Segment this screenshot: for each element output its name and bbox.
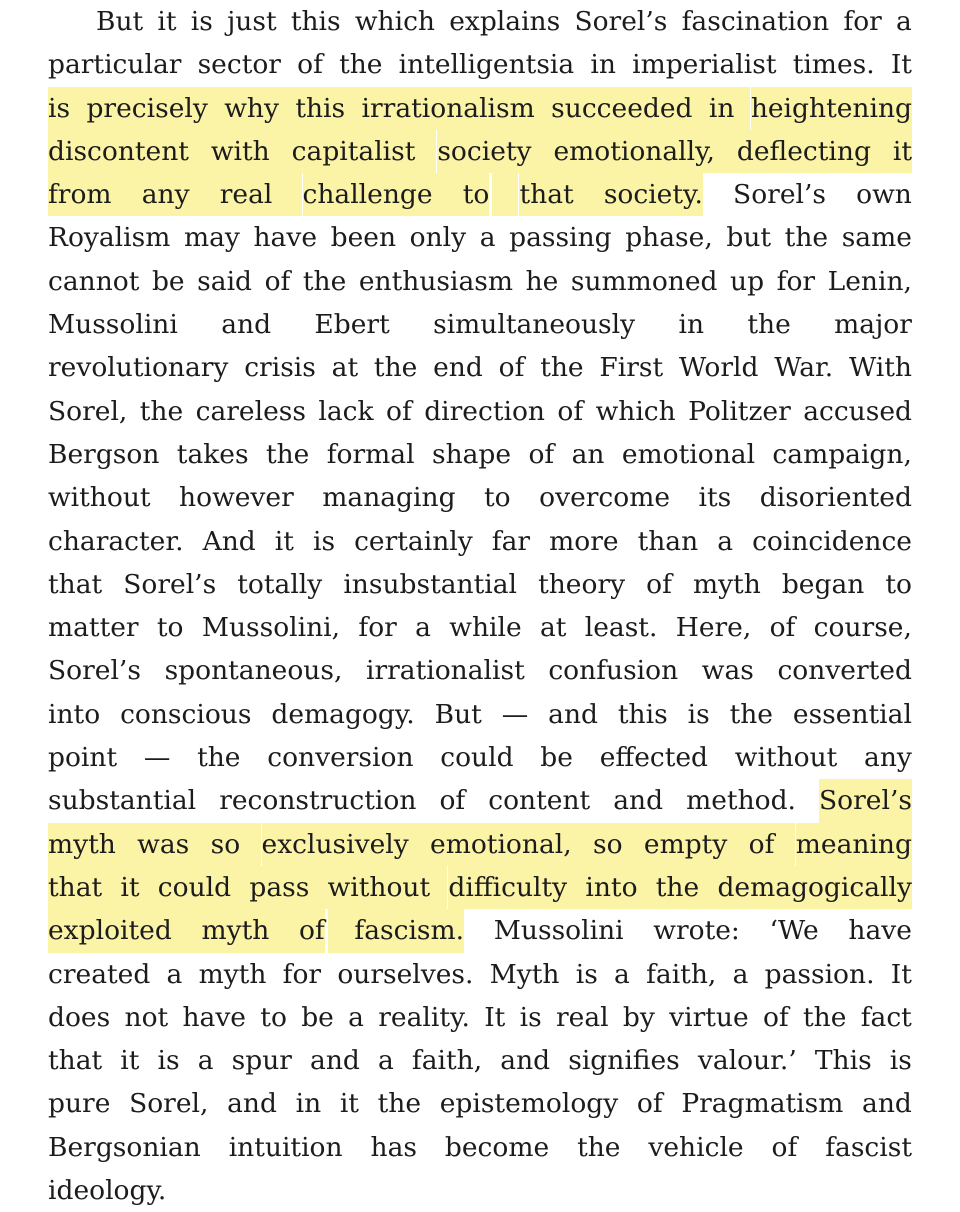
word: same (841, 222, 912, 254)
word: a (479, 222, 496, 254)
word: faith, (411, 1045, 483, 1077)
word: said (197, 265, 253, 297)
highlighted-word: discontent (48, 130, 189, 173)
highlighted-word: society (437, 130, 531, 173)
word: essential (792, 698, 912, 730)
word: spur (231, 1045, 292, 1077)
highlighted-word: succeeded (551, 87, 692, 130)
text-line (48, 996, 912, 1039)
highlighted-word: deflecting (737, 130, 871, 173)
word: imperialist (632, 49, 777, 81)
word: than (637, 525, 699, 557)
word: is (157, 1045, 180, 1077)
word: It (890, 49, 912, 81)
word: could (440, 742, 514, 774)
word: it (339, 1088, 359, 1120)
word: of (636, 1088, 663, 1120)
word: this (290, 6, 341, 37)
word: of (771, 1131, 798, 1163)
word: is (687, 698, 710, 730)
text-line (48, 649, 912, 692)
word: First (599, 352, 664, 384)
word: myth (198, 958, 267, 990)
word: passing (509, 222, 612, 254)
word: be (301, 1001, 334, 1033)
text-line (48, 1039, 912, 1082)
word: a (732, 958, 749, 990)
highlighted-word: Sorel’s (819, 779, 912, 822)
highlighted-word: so (593, 823, 623, 866)
word: matter (48, 612, 139, 644)
word: by (622, 1001, 655, 1033)
word: a (197, 1045, 214, 1077)
highlighted-word: irrationalism (362, 87, 535, 130)
highlighted-word: was (137, 823, 189, 866)
word: Lenin, (827, 265, 912, 297)
highlighted-word: in (709, 87, 735, 130)
word: into (48, 698, 101, 730)
word: just (227, 6, 277, 37)
highlighted-word: it (893, 130, 912, 173)
word: It (890, 958, 912, 990)
word: of (557, 395, 584, 427)
word: substantial (48, 785, 197, 817)
word: managing (322, 482, 456, 514)
word: to (885, 568, 912, 600)
word: the (784, 222, 829, 254)
word: crisis (244, 352, 316, 384)
highlighted-word: society. (604, 173, 703, 216)
text-line (48, 909, 912, 952)
word: wrote: (653, 915, 740, 947)
word: cannot (48, 265, 140, 297)
word: valour.’ (697, 1045, 797, 1077)
word: end (433, 352, 483, 384)
highlighted-word: that (48, 866, 102, 909)
word: for (358, 612, 397, 644)
text-line (48, 823, 912, 866)
word: which (595, 395, 676, 427)
word: the (302, 265, 347, 297)
highlighted-word: precisely (86, 87, 207, 130)
word: certainly (354, 525, 473, 557)
word: was (701, 655, 754, 687)
word: may (183, 222, 240, 254)
word: fascination (681, 6, 830, 37)
highlighted-word: demagogically (717, 866, 912, 909)
word: of (769, 612, 796, 644)
word: a (378, 1045, 394, 1077)
word: and (613, 785, 664, 817)
word: have (182, 1001, 246, 1033)
word: the (197, 742, 241, 774)
text-line (48, 433, 912, 476)
word: explains (449, 6, 561, 37)
word: the (803, 1001, 847, 1033)
word: ourselves. (337, 958, 474, 990)
word: takes (176, 438, 249, 470)
word: totally (237, 568, 323, 600)
highlighted-word: into (585, 866, 637, 909)
word: the (577, 1131, 621, 1163)
word: pure (48, 1088, 111, 1120)
word: for (843, 6, 882, 37)
highlighted-word: empty (644, 823, 727, 866)
word: passion. (764, 958, 875, 990)
word: intelligentsia (398, 49, 575, 81)
word: own (856, 179, 912, 211)
word: Sorel’s (574, 6, 668, 37)
word: But (96, 6, 144, 37)
word: insubstantial (343, 568, 517, 600)
word: Ebert (314, 309, 390, 341)
highlighted-word: to (463, 173, 490, 216)
word: myth (692, 568, 761, 600)
word: phase, (625, 222, 713, 254)
highlighted-word: difficulty (448, 866, 567, 909)
word: formal (326, 438, 415, 470)
word: a (415, 612, 431, 644)
word: of (498, 352, 525, 384)
word: Sorel, (129, 1088, 209, 1120)
word: signifies (568, 1045, 680, 1077)
word: for (282, 958, 322, 990)
word: spontaneous, (164, 655, 343, 687)
word: method. (686, 785, 796, 817)
word: which (354, 6, 435, 37)
word: disoriented (759, 482, 912, 514)
word: — (143, 742, 171, 774)
word: — (501, 698, 529, 730)
word: and (310, 1045, 360, 1077)
word: the (747, 309, 791, 341)
word: at (539, 612, 567, 644)
word: revolutionary (48, 352, 229, 384)
highlighted-word: without (328, 866, 431, 909)
word: major (834, 309, 912, 341)
text-line (48, 1082, 912, 1125)
word: converted (777, 655, 912, 687)
word: faith, (646, 958, 717, 990)
word: ‘We (769, 915, 819, 947)
word: have (848, 915, 912, 947)
word: is (519, 1001, 542, 1033)
text-line (48, 0, 912, 43)
word: content (488, 785, 591, 817)
word: any (864, 742, 912, 774)
highlighted-word: emotionally, (553, 130, 715, 173)
word: he (525, 265, 559, 297)
highlighted-word: exploited (48, 909, 172, 952)
word: epistemology (439, 1088, 619, 1120)
word: Mussolini (493, 915, 624, 947)
word: course, (813, 612, 912, 644)
word: Sorel’s (48, 655, 141, 687)
word: It (484, 1001, 506, 1033)
word: real (555, 1001, 609, 1033)
word: it (120, 1045, 140, 1077)
word: of (762, 1001, 789, 1033)
word: this (617, 698, 668, 730)
word: of (528, 438, 555, 470)
text-line (48, 476, 912, 519)
word: Bergson (48, 438, 160, 470)
word: however (179, 482, 294, 514)
word: Myth (489, 958, 560, 990)
word: and (500, 1045, 551, 1077)
word: is (575, 958, 598, 990)
word: that (48, 568, 103, 600)
word: War. (774, 352, 834, 384)
highlighted-word: why (224, 87, 279, 130)
highlighted-word: meaning (796, 823, 912, 866)
word: for (776, 265, 816, 297)
word: in (590, 49, 616, 81)
word: in (295, 1088, 322, 1120)
text-line (48, 216, 912, 259)
word: and (227, 1088, 277, 1120)
word: careless (195, 395, 306, 427)
word: virtue (669, 1001, 749, 1033)
word: conversion (267, 742, 414, 774)
text-line (48, 87, 912, 130)
highlighted-word: myth (201, 909, 269, 952)
word: Pragmatism (681, 1088, 844, 1120)
highlighted-word: capitalist (292, 130, 416, 173)
text-line (48, 606, 912, 649)
word: to (484, 482, 511, 514)
word: more (549, 525, 619, 557)
word: the (377, 1088, 422, 1120)
word: reality. (378, 1001, 470, 1033)
word: effected (599, 742, 709, 774)
word: not (124, 1001, 169, 1033)
word: And (202, 525, 256, 557)
word: vehicle (648, 1131, 744, 1163)
word: summoned (570, 265, 718, 297)
text-line (48, 1126, 912, 1169)
text-line (48, 130, 912, 173)
text-line (48, 43, 912, 86)
word: been (330, 222, 397, 254)
word: accused (803, 395, 912, 427)
word: without (48, 482, 151, 514)
word: Sorel, (48, 395, 128, 427)
word: become (444, 1131, 550, 1163)
word: and (221, 309, 272, 341)
word: while (449, 612, 522, 644)
word: be (540, 742, 573, 774)
word: but (726, 222, 772, 254)
word: the (339, 49, 383, 81)
highlighted-word: it (120, 866, 139, 909)
text-line (48, 736, 912, 779)
word: This (814, 1045, 872, 1077)
word: is (889, 1045, 912, 1077)
highlighted-word: is (48, 87, 70, 130)
word: began (781, 568, 865, 600)
word: of (264, 265, 291, 297)
highlighted-word: so (211, 823, 241, 866)
text-line (48, 1169, 912, 1212)
word: lack (318, 395, 374, 427)
word: Politzer (688, 395, 791, 427)
word: a (717, 525, 734, 557)
word: Sorel’s (123, 568, 217, 600)
text-line (48, 866, 912, 909)
word: emotional (621, 438, 756, 470)
word: it (274, 525, 294, 557)
text-line (48, 346, 912, 389)
word: a (348, 1001, 364, 1033)
text-line (48, 693, 912, 736)
text-line (48, 520, 912, 563)
word: and (862, 1088, 912, 1120)
word: fascist (825, 1131, 912, 1163)
text-line (48, 390, 912, 433)
word: fact (860, 1001, 912, 1033)
text-line (48, 173, 912, 216)
highlighted-word: myth (48, 823, 116, 866)
word: simultaneously (433, 309, 636, 341)
word: has (370, 1131, 417, 1163)
word: far (491, 525, 531, 557)
word: confusion (548, 655, 679, 687)
text-line (48, 563, 912, 606)
word: without (734, 742, 838, 774)
word: an (571, 438, 605, 470)
word: demagogy. (271, 698, 415, 730)
word: times. (792, 49, 875, 81)
word: direction (424, 395, 545, 427)
text-line (48, 953, 912, 996)
word: sector (197, 49, 281, 81)
word: conscious (120, 698, 252, 730)
word: enthusiasm (358, 265, 514, 297)
highlighted-word: any (142, 173, 190, 216)
word: least. (584, 612, 658, 644)
highlighted-word: from (48, 173, 112, 216)
word: is (190, 6, 213, 37)
word: irrationalist (365, 655, 525, 687)
highlighted-word: with (211, 130, 270, 173)
word: that (48, 1045, 103, 1077)
word: and (548, 698, 598, 730)
word: campaign, (772, 438, 912, 470)
highlighted-word: exclusively (262, 823, 409, 866)
text-line (48, 303, 912, 346)
word: created (48, 958, 151, 990)
word: Here, (675, 612, 752, 644)
word: point (48, 742, 118, 774)
document-page (48, 0, 912, 1212)
word: to (260, 1001, 287, 1033)
highlighted-word: real (220, 173, 273, 216)
word: of (646, 568, 672, 600)
word: up (730, 265, 765, 297)
highlighted-word: fascism. (354, 909, 464, 952)
highlighted-word: emotional, (430, 823, 572, 866)
word: the (729, 698, 773, 730)
word: is (312, 525, 336, 557)
word: overcome (539, 482, 671, 514)
word: the (139, 395, 184, 427)
word: the (373, 352, 418, 384)
text-line (48, 260, 912, 303)
word: Mussolini (48, 309, 178, 341)
highlighted-word: of (299, 909, 325, 952)
word: a (166, 958, 183, 990)
word: With (849, 352, 912, 384)
word: coincidence (752, 525, 912, 557)
word: Mussolini, (201, 612, 341, 644)
word: Sorel’s (733, 179, 827, 211)
word: only (409, 222, 467, 254)
word: a (896, 6, 912, 37)
word: of (297, 49, 323, 81)
word: theory (538, 568, 626, 600)
word: of (439, 785, 466, 817)
word: But (434, 698, 482, 730)
highlighted-word: the (656, 866, 699, 909)
word: World (678, 352, 759, 384)
word: particular (48, 49, 182, 81)
word: the (265, 438, 310, 470)
word: the (540, 352, 584, 384)
word: Bergsonian (48, 1131, 201, 1163)
word: reconstruction (219, 785, 417, 817)
word: to (156, 612, 184, 644)
word: it (157, 6, 177, 37)
word: at (331, 352, 359, 384)
word: of (386, 395, 412, 427)
word: shape (431, 438, 512, 470)
word: its (698, 482, 732, 514)
word: character. (48, 525, 184, 557)
word: ideology. (48, 1175, 167, 1207)
highlighted-word: heightening (751, 87, 912, 130)
highlighted-word: challenge (303, 173, 433, 216)
highlighted-word: of (749, 823, 775, 866)
text-line (48, 779, 912, 822)
word: a (614, 958, 630, 990)
highlighted-word: this (295, 87, 345, 130)
paragraph-body (48, 0, 912, 1212)
highlighted-word: pass (249, 866, 309, 909)
word: does (48, 1001, 111, 1033)
word: in (678, 309, 705, 341)
word: Royalism (48, 222, 171, 254)
word: be (151, 265, 185, 297)
highlighted-word: that (519, 173, 573, 216)
word: have (253, 222, 318, 254)
word: intuition (228, 1131, 343, 1163)
highlighted-word: could (158, 866, 231, 909)
